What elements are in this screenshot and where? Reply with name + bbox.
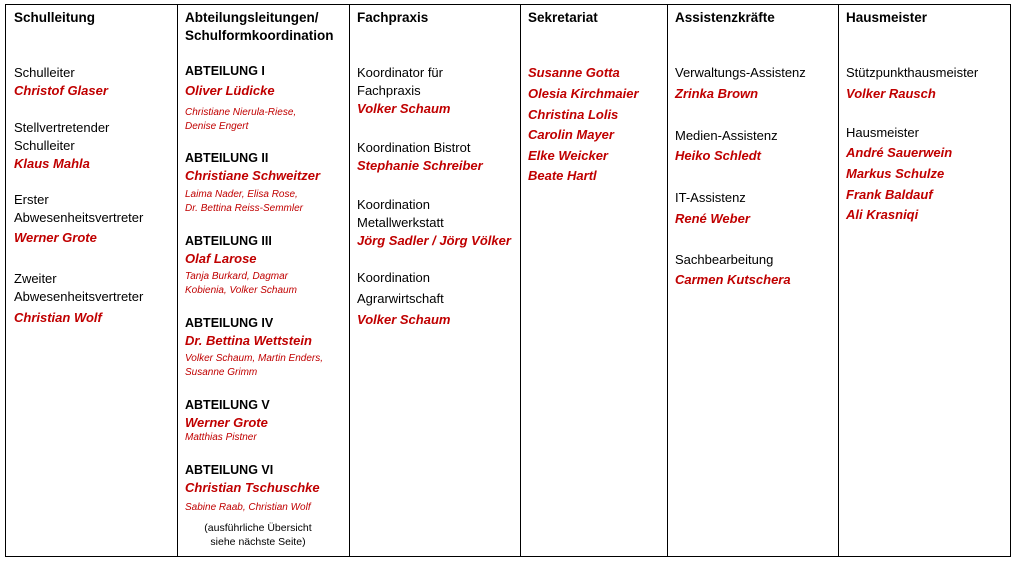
role-label: Fachpraxis: [357, 83, 421, 98]
role-label: Erster: [14, 192, 49, 207]
footnote: (ausführliche Übersicht: [204, 522, 312, 534]
column-header: Assistenzkräfte: [675, 10, 775, 25]
department-members: Matthias Pistner: [185, 432, 257, 443]
department-lead: Dr. Bettina Wettstein: [185, 333, 312, 348]
role-label: Koordination: [357, 270, 430, 285]
person-name: Volker Schaum: [357, 101, 451, 116]
department-title: ABTEILUNG V: [185, 398, 270, 412]
role-label: Agrarwirtschaft: [357, 291, 444, 306]
department-title: ABTEILUNG II: [185, 151, 269, 165]
role-label: Zweiter: [14, 271, 57, 286]
column-header: Schulformkoordination: [185, 28, 334, 43]
column-hausmeister: [839, 5, 1010, 556]
department-members: Laima Nader, Elisa Rose,: [185, 189, 298, 200]
column-header: Sekretariat: [528, 10, 598, 25]
department-members: Kobienia, Volker Schaum: [185, 285, 297, 296]
role-label: IT-Assistenz: [675, 190, 746, 205]
person-name: Volker Schaum: [357, 312, 451, 327]
department-members: Volker Schaum, Martin Enders,: [185, 353, 324, 364]
role-label: Schulleiter: [14, 65, 75, 80]
org-table: [5, 4, 1011, 557]
department-members: Susanne Grimm: [185, 367, 258, 378]
department-title: ABTEILUNG III: [185, 234, 272, 248]
person-name: Markus Schulze: [846, 166, 945, 181]
column-schulleitung: [6, 5, 178, 556]
column-fachpraxis: [350, 5, 521, 556]
person-name: Susanne Gotta: [528, 65, 620, 80]
person-name: Klaus Mahla: [14, 156, 90, 171]
person-name: Elke Weicker: [528, 148, 608, 163]
column-header: Schulleitung: [14, 10, 95, 25]
role-label: Koordination: [357, 197, 430, 212]
role-label: Medien-Assistenz: [675, 128, 778, 143]
column-header: Abteilungsleitungen/: [185, 10, 319, 25]
person-name: Beate Hartl: [528, 168, 597, 183]
person-name: Carolin Mayer: [528, 127, 614, 142]
column-assistenz: [668, 5, 839, 556]
person-name: Werner Grote: [14, 230, 97, 245]
department-members: Christiane Nierula-Riese,: [185, 107, 297, 118]
person-name: Zrinka Brown: [675, 86, 759, 101]
column-sekretariat: [521, 5, 668, 556]
person-name: Christof Glaser: [14, 83, 108, 98]
role-label: Abwesenheitsvertreter: [14, 289, 144, 304]
role-label: Abwesenheitsvertreter: [14, 210, 144, 225]
department-title: ABTEILUNG I: [185, 64, 265, 78]
person-name: René Weber: [675, 211, 750, 226]
department-title: ABTEILUNG VI: [185, 463, 274, 477]
person-name: Stephanie Schreiber: [357, 158, 483, 173]
column-abteilungen: [178, 5, 350, 556]
role-label: Koordinator für: [357, 65, 443, 80]
person-name: Ali Krasniqi: [846, 207, 919, 222]
person-name: Christina Lolis: [528, 107, 619, 122]
person-name: Carmen Kutschera: [675, 272, 791, 287]
column-header: Hausmeister: [846, 10, 928, 25]
footnote: siehe nächste Seite): [210, 536, 306, 548]
department-members: Denise Engert: [185, 121, 249, 132]
role-label: Verwaltungs-Assistenz: [675, 65, 806, 80]
role-label: Stellvertretender: [14, 120, 110, 135]
role-label: Sachbearbeitung: [675, 252, 774, 267]
person-name: Heiko Schledt: [675, 148, 761, 163]
department-title: ABTEILUNG IV: [185, 316, 274, 330]
role-label: Stützpunkthausmeister: [846, 65, 979, 80]
department-lead: Christiane Schweitzer: [185, 168, 321, 183]
person-name: Christian Wolf: [14, 310, 102, 325]
person-name: Volker Rausch: [846, 86, 936, 101]
department-members: Tanja Burkard, Dagmar: [185, 271, 289, 282]
person-name: André Sauerwein: [846, 145, 953, 160]
role-label: Koordination Bistrot: [357, 140, 471, 155]
person-name: Jörg Sadler / Jörg Völker: [357, 233, 511, 248]
department-lead: Oliver Lüdicke: [185, 83, 275, 98]
department-members: Dr. Bettina Reiss-Semmler: [185, 203, 303, 214]
role-label: Schulleiter: [14, 138, 75, 153]
column-header: Fachpraxis: [357, 10, 429, 25]
department-lead: Olaf Larose: [185, 251, 257, 266]
person-name: Olesia Kirchmaier: [528, 86, 639, 101]
role-label: Metallwerkstatt: [357, 215, 444, 230]
department-lead: Christian Tschuschke: [185, 480, 320, 495]
person-name: Frank Baldauf: [846, 187, 933, 202]
department-members: Sabine Raab, Christian Wolf: [185, 502, 311, 513]
role-label: Hausmeister: [846, 125, 919, 140]
department-lead: Werner Grote: [185, 415, 268, 430]
